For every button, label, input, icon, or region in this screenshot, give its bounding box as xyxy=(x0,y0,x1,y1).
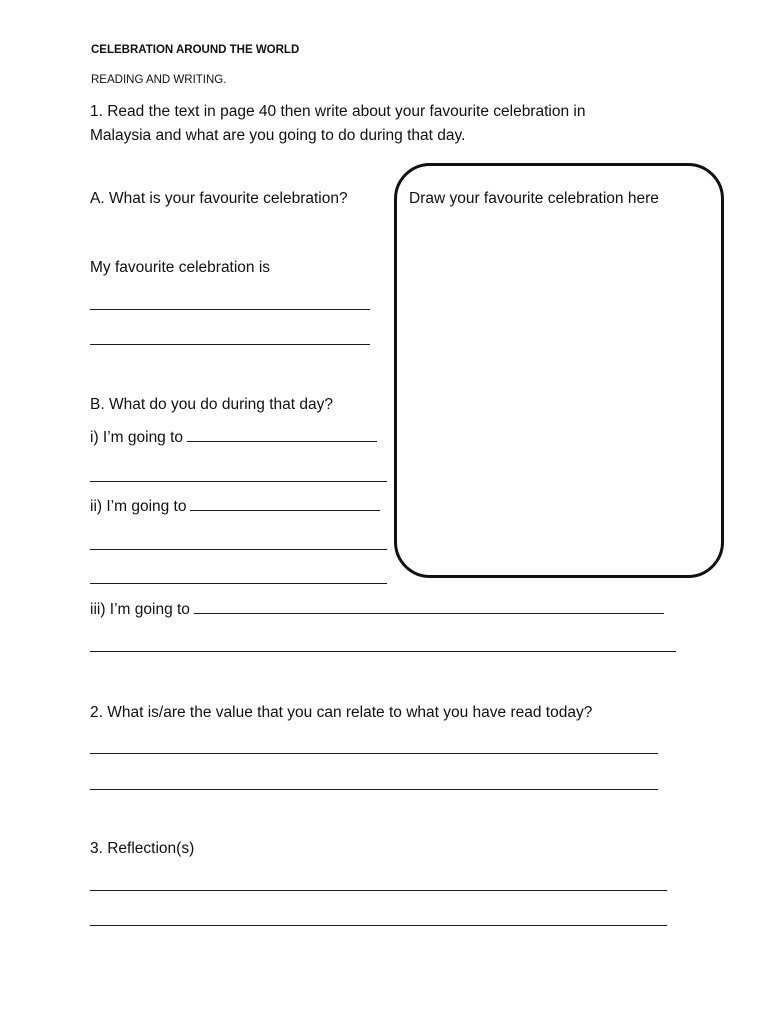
drawing-box[interactable] xyxy=(394,163,724,578)
part-b-item-2 xyxy=(90,496,380,518)
question-1-line-1: 1. Read the text in page 40 then write about your favourite celebration in xyxy=(90,103,586,120)
answer-line-b-2-inline[interactable] xyxy=(190,496,380,511)
part-b-item-3 xyxy=(90,599,664,621)
part-a-prompt: My favourite celebration is xyxy=(90,259,271,276)
answer-line-b-3[interactable] xyxy=(90,583,387,584)
part-b-question: B. What do you do during that day? xyxy=(90,396,333,413)
answer-line-b-2[interactable] xyxy=(90,549,387,550)
answer-line-3-2[interactable] xyxy=(90,925,667,926)
part-b-item-2-label: ii) I’m going to xyxy=(90,498,187,515)
answer-line-b-4[interactable] xyxy=(90,651,676,652)
answer-line-2-2[interactable] xyxy=(90,789,658,790)
worksheet-title: CELEBRATION AROUND THE WORLD xyxy=(91,44,300,56)
part-a-question: A. What is your favourite celebration? xyxy=(90,190,348,207)
answer-line-b-1-inline[interactable] xyxy=(187,427,377,442)
answer-line-b-4-inline[interactable] xyxy=(194,599,664,614)
answer-line-a-2[interactable] xyxy=(90,344,370,345)
answer-line-3-1[interactable] xyxy=(90,890,667,891)
answer-line-2-1[interactable] xyxy=(90,753,658,754)
part-b-item-1 xyxy=(90,427,377,449)
answer-line-b-1[interactable] xyxy=(90,481,387,482)
question-3: 3. Reflection(s) xyxy=(90,840,195,857)
question-1-line-2: Malaysia and what are you going to do during that day. xyxy=(90,127,466,144)
answer-line-a-1[interactable] xyxy=(90,309,370,310)
worksheet-subtitle: READING AND WRITING. xyxy=(91,74,227,86)
part-b-item-3-label: iii) I’m going to xyxy=(90,601,190,618)
part-b-item-1-label: i) I’m going to xyxy=(90,429,184,446)
question-2: 2. What is/are the value that you can relate to what you have read today? xyxy=(90,704,593,721)
drawing-box-label: Draw your favourite celebration here xyxy=(409,190,659,207)
